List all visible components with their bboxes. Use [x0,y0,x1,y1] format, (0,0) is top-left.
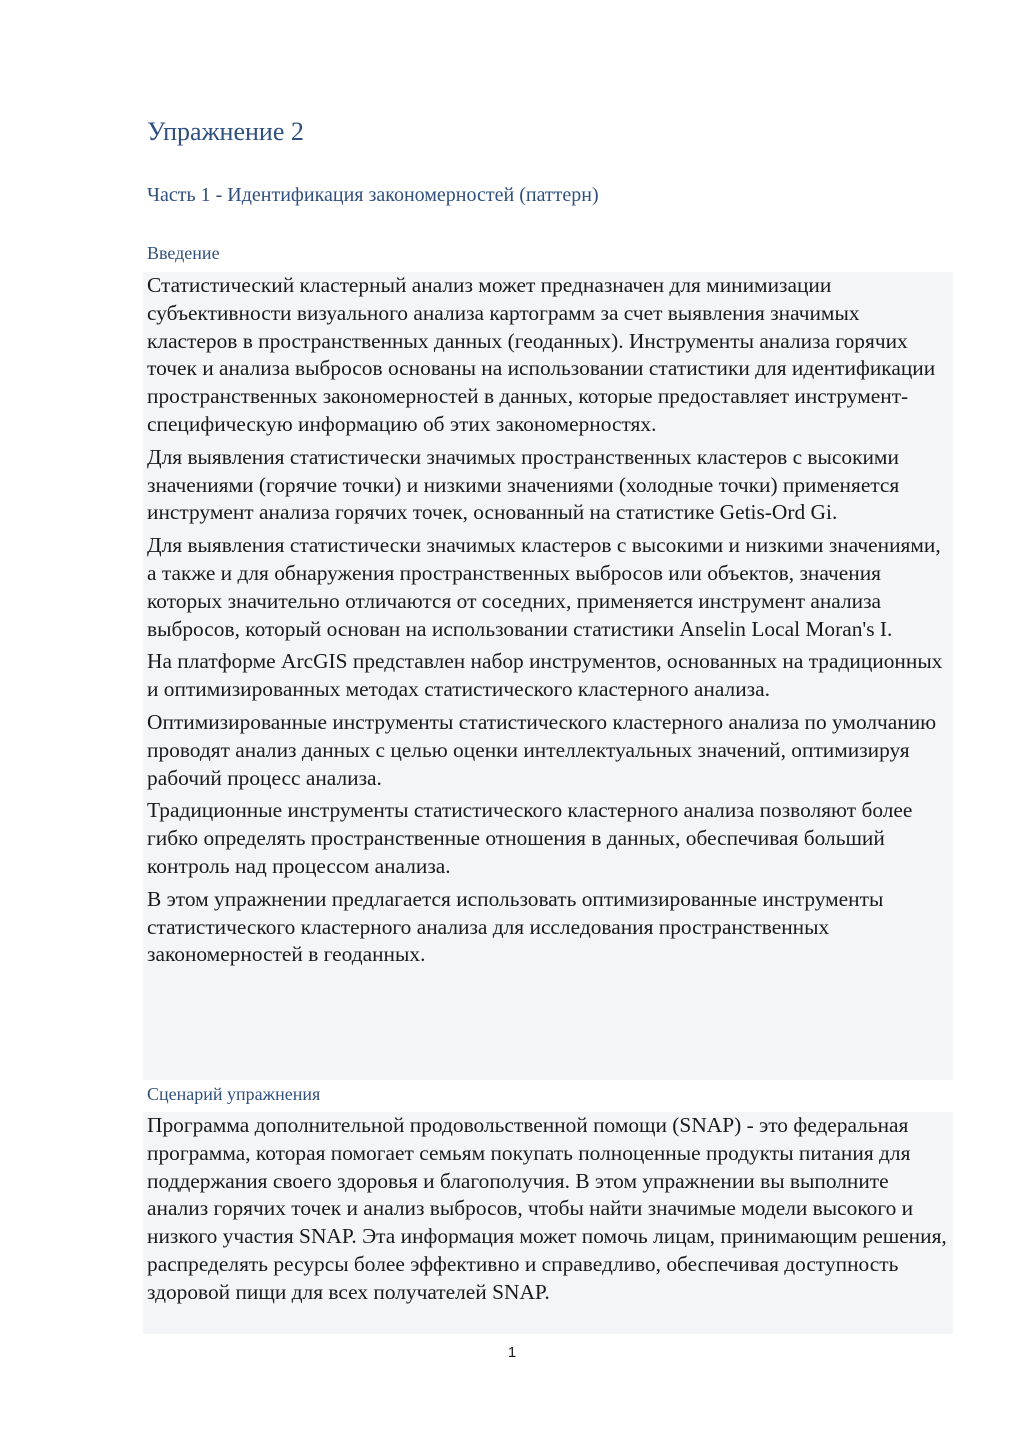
intro-text-block [143,272,953,1080]
intro-paragraph: Для выявления статистически значимых пространственных кластеров с высокими значениями (горячие точки) и низкими значениями (холодные точки) применяется инструмент анализа горячих точек, основанный на статистике Getis-Ord Gi. [147,444,900,525]
page-number: 1 [507,1344,517,1361]
scenario-heading: Сценарий упражнения [147,1084,321,1104]
part-title: Часть 1 - Идентификация закономерностей (паттерн) [147,184,599,206]
intro-paragraph: В этом упражнении предлагается использовать оптимизированные инструменты статистического кластерного анализа для исследования пространственных закономерностей в геоданных. [147,886,884,967]
scenario-paragraph: Программа дополнительной продовольственной помощи (SNAP) - это федеральная программа, которая помогает семьям покупать полноценные продукты питания для поддержания своего здоровья и благополучия. В этом упражнении вы выполните анализ горячих точек и анализ выбросов, чтобы найти значимые модели высокого и низкого участия SNAP. Эта информация может помочь лицам, принимающим решения, распределять ресурсы более эффективно и справедливо, обеспечивая доступность здоровой пищи для всех получателей SNAP. [147,1113,947,1304]
document-title: Упражнение 2 [147,117,304,146]
intro-paragraph: Оптимизированные инструменты статистического кластерного анализа по умолчанию проводят анализ данных с целью оценки интеллектуальных значений, оптимизируя рабочий процесс анализа. [147,709,937,790]
intro-paragraph: Для выявления статистически значимых кластеров с высокими и низкими значениями, а также и для обнаружения пространственных выбросов или объектов, значения которых значительно отличаются от соседних, применяется инструмент анализа выбросов, который основан на использовании статистики Anselin Local Moran's I. [147,533,941,641]
intro-paragraph: Статистический кластерный анализ может предназначен для минимизации субъективности визуального анализа картограмм за счет выявления значимых кластеров в пространственных данных (геоданных). Инструменты анализа горячих точек и анализа выбросов основаны на использовании статистики для идентификации пространственных закономерностей в данных, которые предоставляет инструмент-специфическую информацию об этих закономерностях. [147,273,936,436]
intro-heading: Введение [147,243,220,263]
intro-paragraph: На платформе ArcGIS представлен набор инструментов, основанных на традиционных и оптимизированных методах статистического кластерного анализа. [147,649,943,702]
intro-paragraph: Традиционные инструменты статистического кластерного анализа позволяют более гибко определять пространственные отношения в данных, обеспечивая больший контроль над процессом анализа. [147,798,913,878]
scenario-text-block [143,1112,953,1334]
